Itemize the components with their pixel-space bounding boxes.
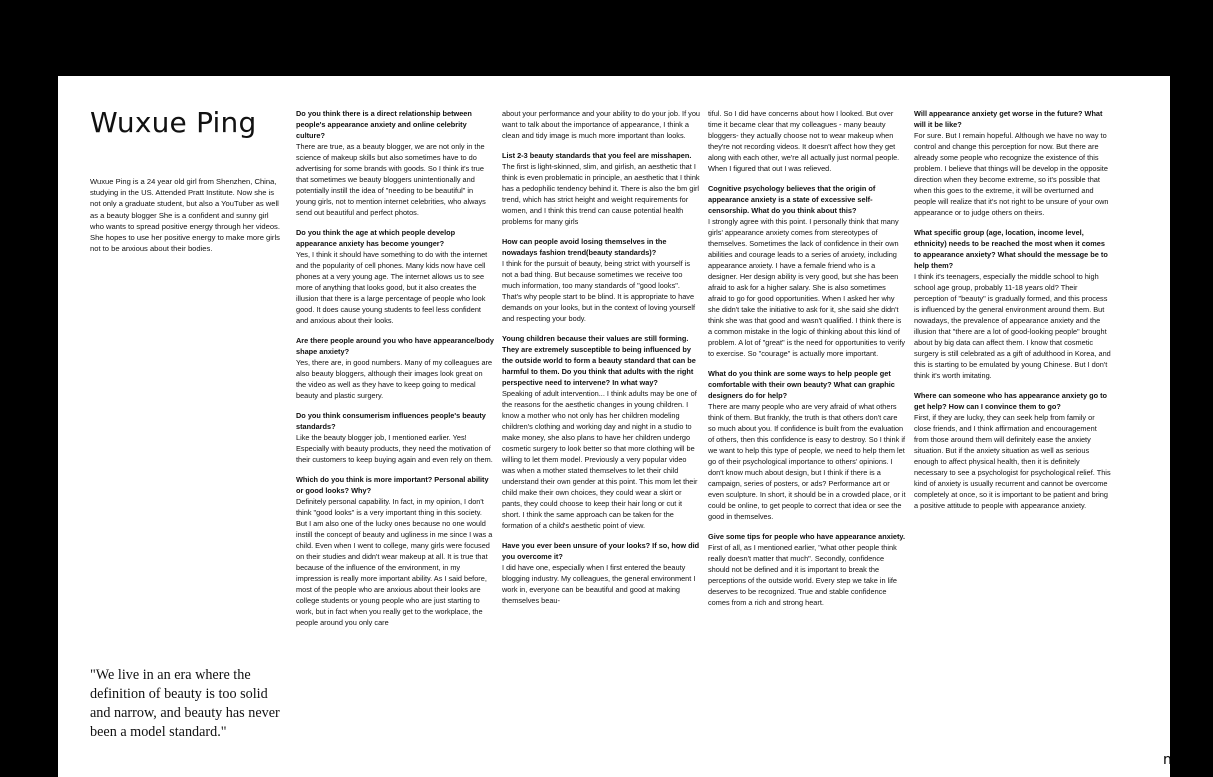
interview-question: Young children because their values are still forming. They are extremely susceptible to being influenced by the outside world to form a beauty standard that can be harmful to them. Do you think that adults with the right perspective need to intervene? In what way? xyxy=(502,334,696,387)
qa-block xyxy=(708,183,906,359)
qa-block xyxy=(296,474,494,628)
qa-block xyxy=(296,335,494,401)
interview-answer: First, if they are lucky, they can seek help from family or close friends, and I think affirmation and encouragement from those around them will definitely ease the anxiety situation. But if the anxiety situation as well as serious enough to affect physical health, then it is definitely necessary to see a psychologist for psychological relief. This kind of anxiety is usually recurrent and cannot be overcome completely at once, so it is important to be patient and bring a positive attitude to people with appearance anxiety. xyxy=(914,413,1111,510)
interview-question: What specific group (age, location, income level, ethnicity) needs to be reached the most when it comes to appearance anxiety? What should the message be to help them? xyxy=(914,228,1108,270)
interview-question: Do you think there is a direct relationship between people's appearance anxiety and online celebrity culture? xyxy=(296,109,472,140)
qa-block xyxy=(914,108,1112,218)
qa-block xyxy=(502,333,700,531)
qa-block xyxy=(708,531,906,608)
pull-quote: "We live in an era where the definition of beauty is too solid and narrow, and beauty has never been a model standard." xyxy=(90,667,280,740)
interview-answer: First of all, as I mentioned earlier, "what other people think really doesn't matter that much". Secondly, confidence should not be defined and it is important to break the perceptions of the outside world. Every step we take in life deserves to be recognized. True and stable confidence comes from a rich and strong heart. xyxy=(708,543,897,607)
interview-answer: I think it's teenagers, especially the middle school to high school age group, probably 11-18 years old? Their perception of "beauty" is gradually formed, and this process is influenced by the general environment around them. But nowadays, the prevalence of appearance anxiety and the illusion that "there are a lot of good-looking people" brought about by big data can affect them. I know that cosmetic surgery is still celebrated as a gift of adulthood in Korea, and this is starting to be emulated by young Chinese. But I don't think it's worth imitating. xyxy=(914,272,1111,380)
interview-answer: Yes, I think it should have something to do with the internet and the popularity of cell phones. Many kids now have cell phones at a very young age. The internet allows us to see more of anything that looks good, but it also creates the illusion that there is a large percentage of people who look good. It does cause young students to feel less confident and anxious about their looks. xyxy=(296,250,488,325)
qa-block xyxy=(296,410,494,465)
text-column-2 xyxy=(502,108,700,768)
interviewee-name: Wuxue Ping xyxy=(90,106,257,139)
qa-block xyxy=(708,108,906,174)
interview-answer: Yes, there are, in good numbers. Many of my colleagues are also beauty bloggers, although their images look great on the video as well as they have to keep going to medical beauty and plastic surgery. xyxy=(296,358,493,400)
interview-question: List 2-3 beauty standards that you feel are misshapen. xyxy=(502,151,692,160)
interview-question: Where can someone who has appearance anxiety go to get help? How can I convince them to go? xyxy=(914,391,1108,411)
interview-question: Give some tips for people who have appearance anxiety. xyxy=(708,532,905,541)
interview-question: Will appearance anxiety get worse in the future? What will it be like? xyxy=(914,109,1103,129)
bio-paragraph: Wuxue Ping is a 24 year old girl from Shenzhen, China, studying in the US. Attended Pratt Institute. Now she is not only a graduate student, but also a YouTuber as well as a beauty blogger She is a confident and sunny girl who wants to spread positive energy through her videos. She hopes to use her positive energy to make more girls not to be anxious about their bodies. xyxy=(90,177,280,254)
interview-question: How can people avoid losing themselves in the nowadays fashion trend(beauty standards)? xyxy=(502,237,667,257)
qa-block xyxy=(296,227,494,326)
interview-question: Cognitive psychology believes that the origin of appearance anxiety is a state of excessive self-censorship. What do you think about this? xyxy=(708,184,876,215)
interview-answer: There are true, as a beauty blogger, we are not only in the science of makeup skills but also sometimes have to do advertising for some brands with goods. So I think it's true that sometimes we beauty bloggers unintentionally and potentially instill the idea of "needing to be beautiful" in young girls, not to mention internet celebrities, who always send out beautiful and perfect photos. xyxy=(296,142,486,217)
interview-question: Do you think consumerism influences people's beauty standards? xyxy=(296,411,486,431)
interview-question: What do you think are some ways to help people get comfortable with their own beauty? What can graphic designers do for help? xyxy=(708,369,895,400)
interview-question: Do you think the age at which people develop appearance anxiety has become younger? xyxy=(296,228,456,248)
qa-block xyxy=(914,390,1112,511)
interview-answer: There are many people who are very afraid of what others think of them. But frankly, the truth is that others don't care so much about you. If confidence is built from the evaluation of others, then this confidence is easy to destroy. So I think if we want to help this type of people, we need to help them let go of their psychological importance to others' opinions. I don't know much about design, but I think if there is a campaign, series of posters, or ads? Performance art or even sculpture. In short, it should be in a crowded place, or it could be online, to get people to correct that idea or see the good in themselves. xyxy=(708,402,906,521)
qa-block xyxy=(502,540,700,606)
interview-question: Have you ever been unsure of your looks? If so, how did you overcome it? xyxy=(502,541,700,561)
text-column-3 xyxy=(708,108,906,768)
qa-block xyxy=(502,236,700,324)
interview-answer: I did have one, especially when I first entered the beauty blogging industry. My colleagues, the general environment I work in, everyone can be beautiful and good at making themselves beau- xyxy=(502,563,696,605)
interview-answer: For sure. But I remain hopeful. Although we have no way to control and change this perception for now. But there are already some people who recognize the existence of this problem. I believe that things will be develop in the opposite direction when they become extreme, so it's possible that when this goes to the extreme, it will be overturned and people will realize that it's not right to be unsure of your own appearance or to judge others on theirs. xyxy=(914,131,1109,217)
corner-label: n_FA21 xyxy=(1163,752,1213,768)
text-column-4 xyxy=(914,108,1112,768)
interview-answer: I think for the pursuit of beauty, being strict with yourself is not a bad thing. But because sometimes we receive too much information, too many standards of "good looks". That's why people start to be blind. It is appropriate to have demands on your looks, but in the context of loving yourself and respecting your body. xyxy=(502,259,696,323)
interview-answer: about your performance and your ability to do your job. If you want to talk about the importance of appearance, I think a clean and tidy image is much more important than looks. xyxy=(502,109,700,140)
interview-question: Are there people around you who have appearance/body shape anxiety? xyxy=(296,336,494,356)
qa-block xyxy=(708,368,906,522)
interview-answer: The first is light-skinned, slim, and girlish, an aesthetic that I think is even problematic in principle, an aesthetic that I think has a pedophilic tendency behind it. There is also the bm girl trend, which has strict height and weight requirements for women, and I think this trend can cause potential health problems for many girls xyxy=(502,162,700,226)
interview-answer: Speaking of adult intervention... I think adults may be one of the reasons for the aesthetic changes in young children. I know a mother who not only has her children modeling children's clothing and working day and night in a studio to make money, she also plans to have her children undergo cosmetic surgery to look better so that more clothing will be willing to let them model. Previously a very popular video was when a mother stated themselves to let their child understand their own gender at this point. This mom let their child make their own choices, they could wear a skirt or pants, they could choose to keep their hair long or cut it short. I think the same approach can be taken for the formation of a child's aesthetic point of view. xyxy=(502,389,698,530)
interview-answer: Definitely personal capability. In fact, in my opinion, I don't think "good looks" is a very important thing in this society. But I am also one of the lucky ones because no one would instill the concept of beauty and ugliness in me since I was a child. Even when I went to college, many girls were focused on their studies and didn't wear makeup at all. It is true that because of the influence of the environment, in my impression is really more important ability. As I said before, most of the people who are anxious about their looks are college students or young people who are just starting to work, but in fact when you really get to the workplace, the people around you only care xyxy=(296,497,493,627)
text-column-1 xyxy=(296,108,494,768)
interview-question: Which do you think is more important? Personal ability or good looks? Why? xyxy=(296,475,489,495)
interview-answer: I strongly agree with this point. I personally think that many girls' appearance anxiety comes from stereotypes of themselves. Sometimes the lack of confidence in their own abilities and courage leads to a series of anxiety, including appearance anxiety. I have a female friend who is a designer. Her design ability is very good, but she has been afraid to ask for a higher salary. She is also sometimes afraid to go for good opportunities. When I asked her why she didn't take the initiative to ask for it, she said she didn't think she was that good and wasn't qualified. I think there is a common mistake in the logic of thinking about this kind of problem. A lot of "great" is the need for opportunities to verify to exercise. So "courage" is actually more important. xyxy=(708,217,906,358)
qa-block xyxy=(296,108,494,218)
qa-block xyxy=(502,108,700,141)
qa-block xyxy=(914,227,1112,381)
qa-block xyxy=(502,150,700,227)
interview-answer: Like the beauty blogger job, I mentioned earlier. Yes! Especially with beauty products, they need the motivation of their customers to keep buying again and even rely on them. xyxy=(296,433,493,464)
right-black-margin xyxy=(1170,0,1200,777)
interview-answer: tiful. So I did have concerns about how I looked. But over time it became clear that my colleagues - many beauty bloggers- they actually choose not to wear makeup when they're not recording videos. It doesn't affect how they get along with each other, we're all actually just normal people. When I figured that out I was relieved. xyxy=(708,109,900,173)
magazine-page xyxy=(58,76,1170,777)
